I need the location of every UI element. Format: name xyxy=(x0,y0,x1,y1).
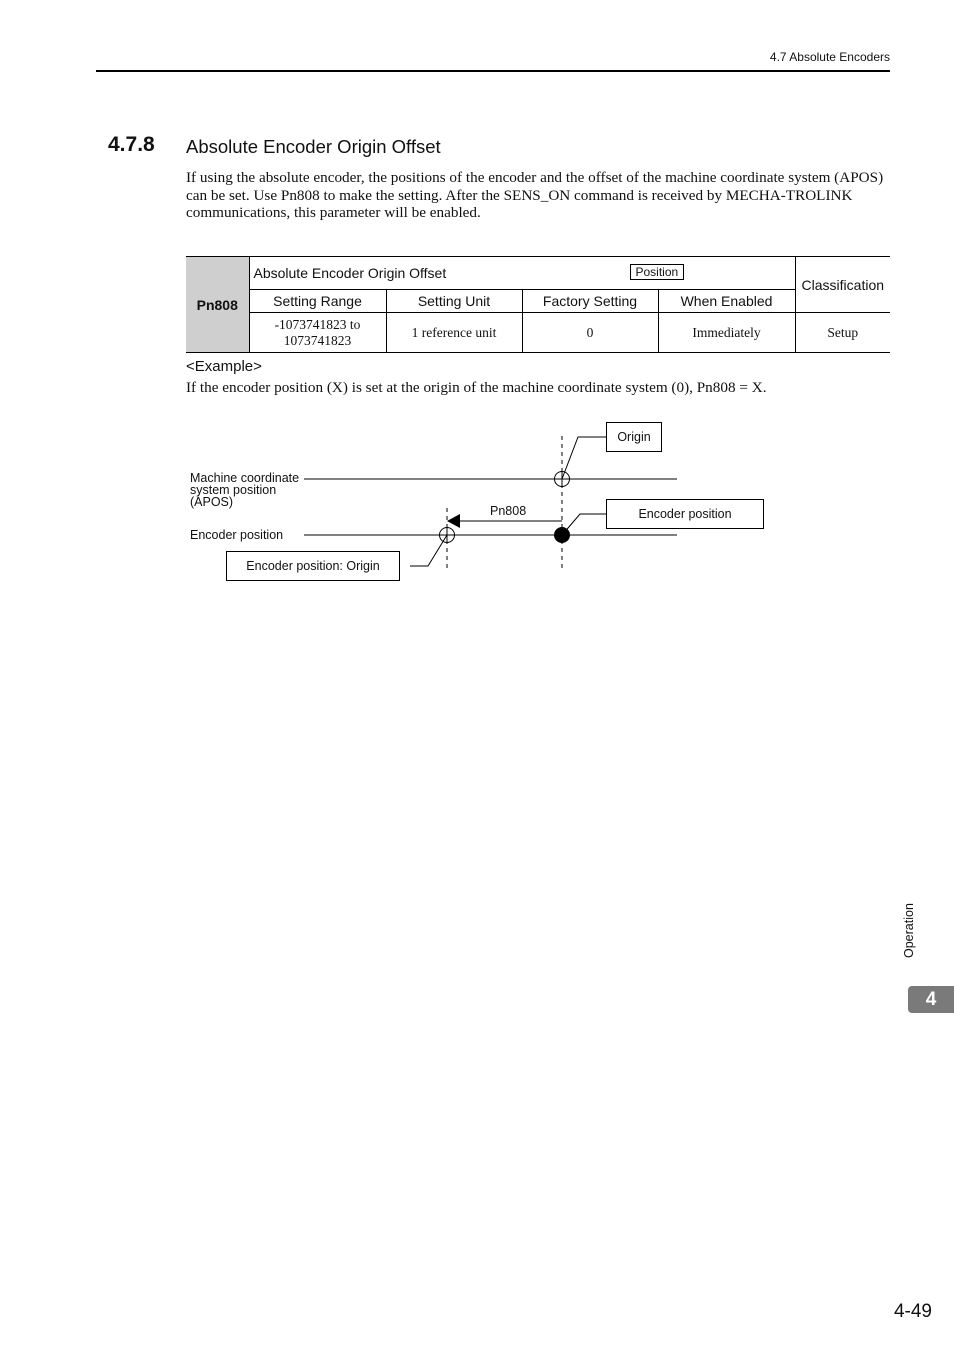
parameter-number: Pn808 xyxy=(186,257,249,353)
apos-label-line-1: Machine coordinate xyxy=(190,471,300,485)
value-setting-unit: 1 reference unit xyxy=(386,313,522,353)
pn808-label: Pn808 xyxy=(490,504,527,518)
value-when-enabled: Immediately xyxy=(658,313,795,353)
col-factory-setting: Factory Setting xyxy=(522,290,658,313)
pn808-arrow-head xyxy=(447,514,460,528)
classification-header: Classification xyxy=(795,257,890,313)
value-classification: Setup xyxy=(795,313,890,353)
encoder-axis-label: Encoder position xyxy=(190,528,284,542)
value-factory-setting: 0 xyxy=(522,313,658,353)
parameter-name: Absolute Encoder Origin Offset xyxy=(253,265,447,281)
position-badge: Position xyxy=(630,264,685,280)
encoder-position-callout: Encoder position xyxy=(606,499,764,529)
origin-leader xyxy=(562,437,606,479)
col-setting-range: Setting Range xyxy=(249,290,386,313)
col-when-enabled: When Enabled xyxy=(658,290,795,313)
running-header: 4.7 Absolute Encoders xyxy=(769,50,890,64)
example-label: <Example> xyxy=(186,358,262,375)
range-line-2: 1073741823 xyxy=(283,332,352,348)
apos-label-line-3: (APOS) xyxy=(190,495,234,509)
section-number: 4.7.8 xyxy=(108,133,155,156)
page-number: 4-49 xyxy=(893,1301,932,1322)
chapter-tab: 4 xyxy=(908,986,954,1013)
range-line-1: -1073741823 to xyxy=(274,316,361,332)
section-title: Absolute Encoder Origin Offset xyxy=(186,136,441,157)
intro-paragraph: If using the absolute encoder, the positions of the encoder and the offset of the machine coordinate system (APOS) can be set. Use Pn808 to make the setting. After the SENS_ON command is received by MECHA-TROLINK communications, this parameter will be enabled. xyxy=(186,169,884,221)
example-text: If the encoder position (X) is set at the origin of the machine coordinate system (0), Pn808 = X. xyxy=(186,379,767,396)
side-tab-label: Operation xyxy=(902,903,916,958)
col-setting-unit: Setting Unit xyxy=(386,290,522,313)
offset-diagram xyxy=(0,0,954,620)
apos-label-line-2: system position xyxy=(190,483,277,497)
origin-callout: Origin xyxy=(606,422,662,452)
apos-label xyxy=(190,472,299,508)
encoder-origin-callout: Encoder position: Origin xyxy=(226,551,400,581)
